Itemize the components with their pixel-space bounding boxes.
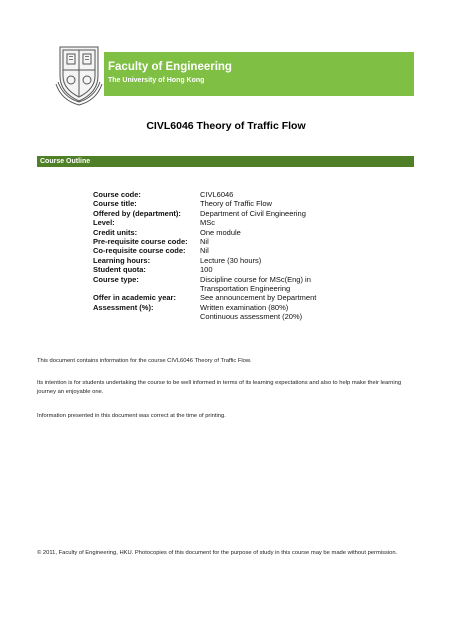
outline-row	[93, 228, 316, 237]
copyright-footer: © 2011, Faculty of Engineering, HKU. Photocopies of this document for the purpose of study in this course may be made without permission.	[37, 550, 398, 556]
outline-value-line: Department of Civil Engineering	[200, 208, 306, 218]
outline-value-line: Nil	[200, 246, 209, 256]
outline-value-line: Nil	[200, 237, 209, 247]
outline-value-line: Transportation Engineering	[200, 284, 291, 294]
outline-value	[200, 209, 306, 218]
outline-row	[93, 199, 316, 208]
outline-row	[93, 293, 316, 302]
outline-value-line: One module	[200, 227, 241, 237]
university-name: The University of Hong Kong	[108, 77, 205, 84]
outline-value	[200, 228, 241, 237]
outline-value-line: See announcement by Department	[200, 293, 317, 303]
outline-row	[93, 265, 316, 274]
outline-key: Co-requisite course code:	[93, 246, 186, 256]
faculty-name: Faculty of Engineering	[108, 61, 232, 73]
outline-row	[93, 256, 316, 265]
section-header-course-outline: Course Outline	[37, 156, 414, 167]
outline-value-line: Continuous assessment (20%)	[200, 312, 303, 322]
outline-key: Student quota:	[93, 265, 146, 275]
document-title: CIVL6046 Theory of Traffic Flow	[146, 120, 306, 132]
outline-value	[200, 256, 261, 265]
outline-row	[93, 246, 316, 255]
university-crest-icon	[54, 44, 104, 106]
outline-row	[93, 218, 316, 227]
outline-key: Course type:	[93, 274, 139, 284]
outline-key: Offer in academic year:	[93, 293, 176, 303]
outline-row	[93, 275, 316, 294]
intention-paragraph: Its intention is for students undertaking the course to be well informed in terms of its learning expectations and also to help make their learning journey an enjoyable one.	[37, 380, 402, 395]
outline-key: Credit units:	[93, 227, 138, 237]
outline-value-line: 100	[200, 265, 213, 275]
intro-paragraph: This document contains information for the course CIVL6046 Theory of Traffic Flow.	[37, 358, 252, 364]
outline-value	[200, 199, 272, 208]
outline-row	[93, 209, 316, 218]
outline-key: Course title:	[93, 199, 137, 209]
course-outline-table	[93, 190, 316, 322]
outline-value	[200, 237, 209, 246]
outline-value	[200, 265, 213, 274]
outline-value	[200, 293, 316, 302]
outline-key: Course code:	[93, 190, 141, 199]
outline-value	[200, 190, 233, 199]
outline-key: Offered by (department):	[93, 208, 181, 218]
outline-value	[200, 218, 215, 227]
outline-row	[93, 303, 316, 322]
faculty-banner	[104, 52, 414, 96]
outline-value-line: CIVL6046	[200, 190, 234, 199]
outline-value-line: Written examination (80%)	[200, 302, 289, 312]
accuracy-paragraph: Information presented in this document was correct at the time of printing.	[37, 413, 226, 419]
outline-value-line: Discipline course for MSc(Eng) in	[200, 274, 311, 284]
outline-key: Assessment (%):	[93, 302, 154, 312]
outline-value	[200, 246, 209, 255]
outline-key: Level:	[93, 218, 115, 228]
outline-key: Learning hours:	[93, 255, 151, 265]
outline-value-line: Lecture (30 hours)	[200, 255, 262, 265]
outline-row	[93, 237, 316, 246]
outline-row	[93, 190, 316, 199]
outline-key: Pre-requisite course code:	[93, 237, 188, 247]
outline-value	[200, 303, 302, 322]
outline-value-line: Theory of Traffic Flow	[200, 199, 272, 209]
outline-value-line: MSc	[200, 218, 215, 228]
outline-value	[200, 275, 311, 294]
